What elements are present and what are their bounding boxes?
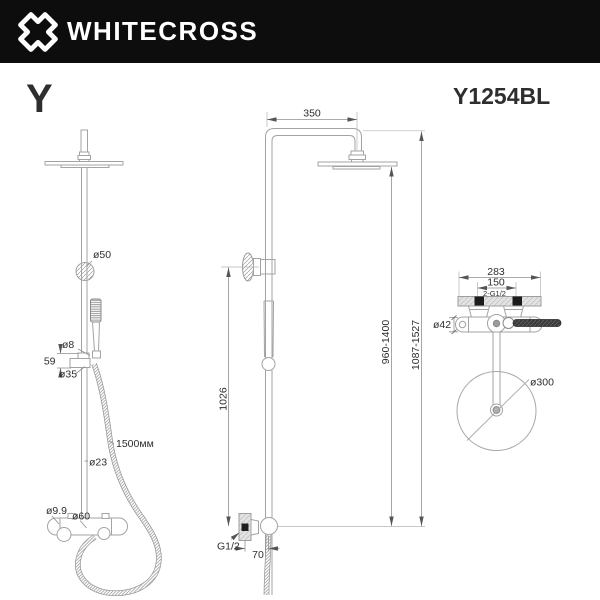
dim-total-height-range-label: 1087-1527 bbox=[410, 319, 422, 371]
top-view-drawing bbox=[433, 266, 561, 451]
dim-head-height-range-label: 960-1400 bbox=[380, 319, 392, 365]
dim-column-height-label: 1026 bbox=[217, 387, 230, 411]
model-number: Y1254BL bbox=[453, 83, 551, 109]
dim-bar-width-label: 283 bbox=[487, 266, 505, 278]
brand-name: WHITECROSS bbox=[67, 16, 259, 46]
dim-body-diameter-label: ø42 bbox=[433, 319, 452, 331]
dim-thread-pair-label: 2-G1/2 bbox=[483, 289, 506, 298]
dim-arm-length-label: 350 bbox=[303, 107, 321, 120]
dim-holder-diameter-label: ø35 bbox=[59, 368, 78, 381]
dim-spout-diameter-label: ø9.9 bbox=[46, 505, 68, 517]
dim-thread-label: G1/2 bbox=[217, 540, 240, 553]
dim-head-diameter-label: ø300 bbox=[530, 376, 554, 389]
dim-slider-diameter-label: ø50 bbox=[93, 249, 112, 261]
dim-handshower-pipe-label: ø8 bbox=[62, 339, 75, 351]
dim-holder-height-label: 59 bbox=[43, 355, 56, 368]
dim-hose-length-label: 1500мм bbox=[116, 438, 154, 450]
dim-centers-label: 150 bbox=[487, 276, 505, 289]
mixer-lever-handle bbox=[513, 320, 561, 327]
side-view-drawing bbox=[44, 130, 159, 593]
dim-mixer-diameter-label: ø60 bbox=[72, 510, 91, 523]
front-view-drawing bbox=[217, 108, 425, 596]
series-label: Y bbox=[26, 77, 53, 121]
dim-wall-offset-label: 70 bbox=[252, 549, 264, 561]
dim-column-diameter-label: ø23 bbox=[89, 456, 108, 469]
hand-shower-hose bbox=[78, 364, 159, 593]
